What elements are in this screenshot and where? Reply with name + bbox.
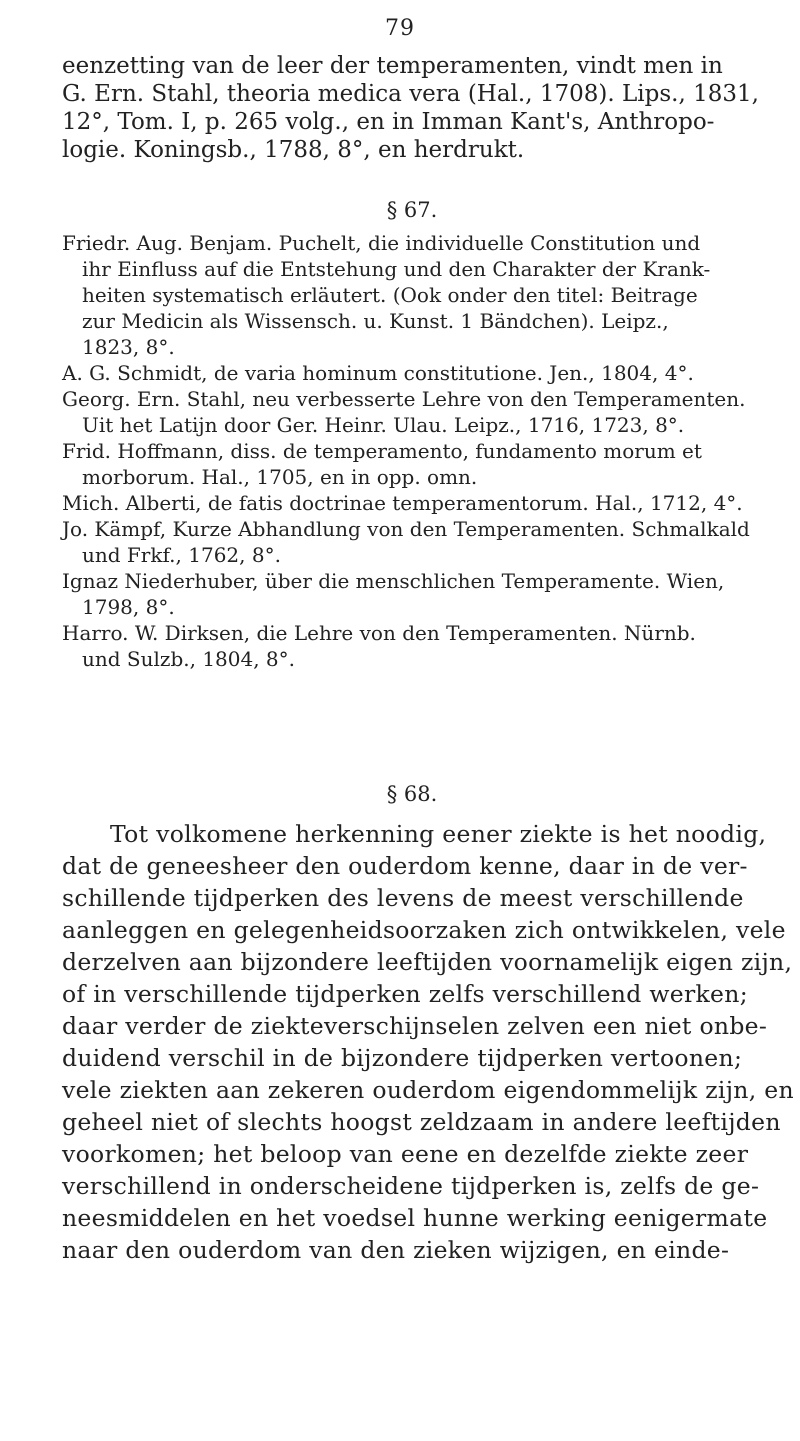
reference-entry bbox=[62, 230, 762, 360]
reference-line: Frid. Hoffmann, diss. de temperamento, fundamento morum et bbox=[62, 439, 702, 463]
reference-line: Friedr. Aug. Benjam. Puchelt, die individuelle Constitution und bbox=[62, 231, 701, 255]
intro-line: logie. Koningsb., 1788, 8°, en herdrukt. bbox=[62, 137, 525, 163]
section-heading-68: § 68. bbox=[386, 782, 438, 806]
body-line: aanleggen en gelegenheidsoorzaken zich ontwikkelen, vele bbox=[62, 916, 786, 944]
body-line: naar den ouderdom van den zieken wijzigen, en einde- bbox=[62, 1236, 730, 1264]
body-line: verschillend in onderscheidene tijdperken is, zelfs de ge- bbox=[62, 1172, 760, 1200]
reference-line: heiten systematisch erläutert. (Ook onder den titel: Beitrage bbox=[82, 283, 698, 307]
reference-line: 1798, 8°. bbox=[82, 595, 175, 619]
page-number: 79 bbox=[385, 16, 415, 41]
intro-line: 12°, Tom. I, p. 265 volg., en in Imman Kant's, Anthropo- bbox=[62, 109, 715, 135]
reference-line: Jo. Kämpf, Kurze Abhandlung von den Temperamenten. Schmalkald bbox=[62, 517, 750, 541]
reference-line: Harro. W. Dirksen, die Lehre von den Temperamenten. Nürnb. bbox=[62, 621, 696, 645]
reference-line: 1823, 8°. bbox=[82, 335, 175, 359]
reference-entry bbox=[62, 360, 762, 386]
reference-line: zur Medicin als Wissensch. u. Kunst. 1 Bändchen). Leipz., bbox=[82, 309, 669, 333]
reference-entry bbox=[62, 386, 762, 438]
intro-line: eenzetting van de leer der temperamenten, vindt men in bbox=[62, 53, 723, 79]
intro-paragraph bbox=[62, 52, 762, 164]
body-line: Tot volkomene herkenning eener ziekte is het noodig, bbox=[110, 820, 767, 848]
reference-line: Georg. Ern. Stahl, neu verbesserte Lehre von den Temperamenten. bbox=[62, 387, 746, 411]
body-line: dat de geneesheer den ouderdom kenne, daar in de ver- bbox=[62, 852, 748, 880]
body-line: duidend verschil in de bijzondere tijdperken vertoonen; bbox=[62, 1044, 743, 1072]
body-line: voorkomen; het beloop van eene en dezelfde ziekte zeer bbox=[62, 1140, 749, 1168]
reference-line: und Sulzb., 1804, 8°. bbox=[82, 647, 296, 671]
body-line: vele ziekten aan zekeren ouderdom eigendommelijk zijn, en bbox=[62, 1076, 794, 1104]
body-line: daar verder de ziekteverschijnselen zelven een niet onbe- bbox=[62, 1012, 768, 1040]
body-line: schillende tijdperken des levens de meest verschillende bbox=[62, 884, 744, 912]
reference-line: A. G. Schmidt, de varia hominum constitutione. Jen., 1804, 4°. bbox=[62, 361, 694, 385]
intro-line: G. Ern. Stahl, theoria medica vera (Hal., 1708). Lips., 1831, bbox=[62, 81, 759, 107]
body-line: geheel niet of slechts hoogst zeldzaam in andere leeftijden bbox=[62, 1108, 781, 1136]
reference-entry bbox=[62, 620, 762, 672]
body-paragraph bbox=[62, 818, 794, 1266]
section-heading-67: § 67. bbox=[386, 198, 438, 222]
reference-list bbox=[62, 230, 762, 672]
reference-line: Uit het Latijn door Ger. Heinr. Ulau. Leipz., 1716, 1723, 8°. bbox=[82, 413, 685, 437]
reference-line: Ignaz Niederhuber, über die menschlichen Temperamente. Wien, bbox=[62, 569, 725, 593]
reference-line: Mich. Alberti, de fatis doctrinae temperamentorum. Hal., 1712, 4°. bbox=[62, 491, 743, 515]
reference-line: und Frkf., 1762, 8°. bbox=[82, 543, 281, 567]
body-line: derzelven aan bijzondere leeftijden voornamelijk eigen zijn, bbox=[62, 948, 793, 976]
body-line: neesmiddelen en het voedsel hunne werking eenigermate bbox=[62, 1204, 768, 1232]
reference-entry bbox=[62, 568, 762, 620]
reference-line: ihr Einfluss auf die Entstehung und den Charakter der Krank- bbox=[82, 257, 711, 281]
reference-entry bbox=[62, 438, 762, 490]
reference-entry bbox=[62, 516, 762, 568]
reference-line: morborum. Hal., 1705, en in opp. omn. bbox=[82, 465, 478, 489]
reference-entry bbox=[62, 490, 762, 516]
body-line: of in verschillende tijdperken zelfs verschillend werken; bbox=[62, 980, 748, 1008]
